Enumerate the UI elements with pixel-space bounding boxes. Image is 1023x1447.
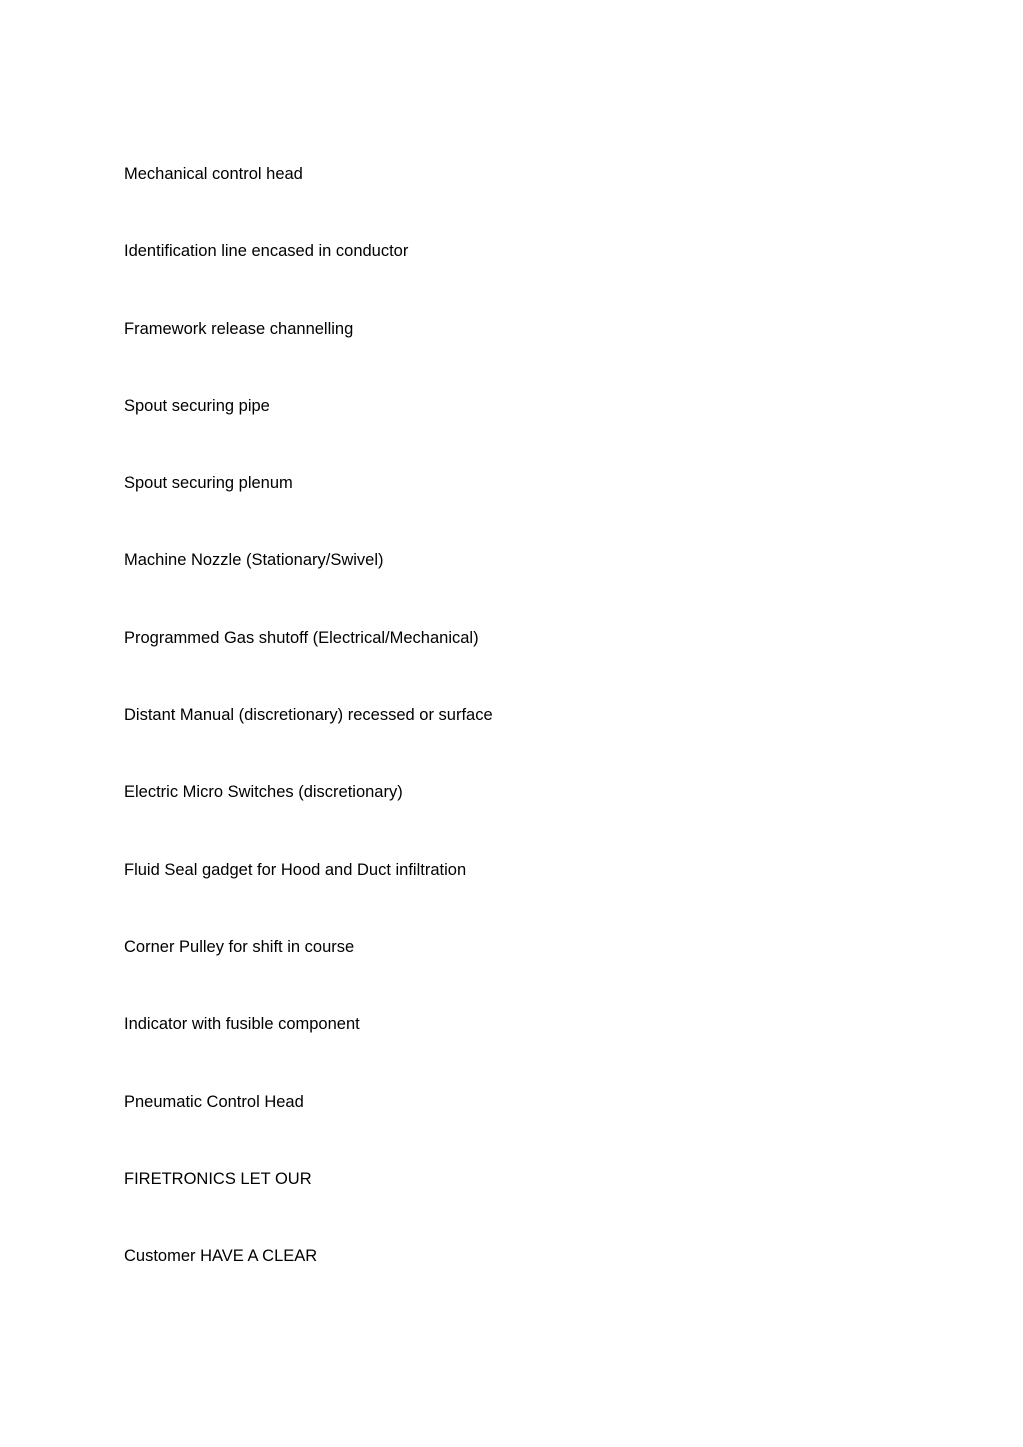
document-line: Distant Manual (discretionary) recessed or surface (124, 706, 493, 725)
document-line: Programmed Gas shutoff (Electrical/Mechanical) (124, 628, 479, 647)
document-line: FIRETRONICS LET OUR (124, 1169, 312, 1188)
document-line: Indicator with fusible component (124, 1015, 360, 1034)
document-line: Corner Pulley for shift in course (124, 937, 355, 956)
document-line: Fluid Seal gadget for Hood and Duct infiltration (124, 860, 467, 879)
document-line: Spout securing pipe (124, 396, 270, 415)
document-line: Machine Nozzle (Stationary/Swivel) (124, 551, 384, 570)
document-line: Pneumatic Control Head (124, 1092, 304, 1111)
document-line: Identification line encased in conductor (124, 242, 409, 261)
document-line: Mechanical control head (124, 165, 303, 183)
document-line: Customer HAVE A CLEAR (124, 1247, 318, 1266)
document-line: Electric Micro Switches (discretionary) (124, 783, 403, 802)
document-line: Spout securing plenum (124, 474, 293, 493)
document-lines (124, 164, 493, 1323)
document-line: Framework release channelling (124, 319, 354, 338)
